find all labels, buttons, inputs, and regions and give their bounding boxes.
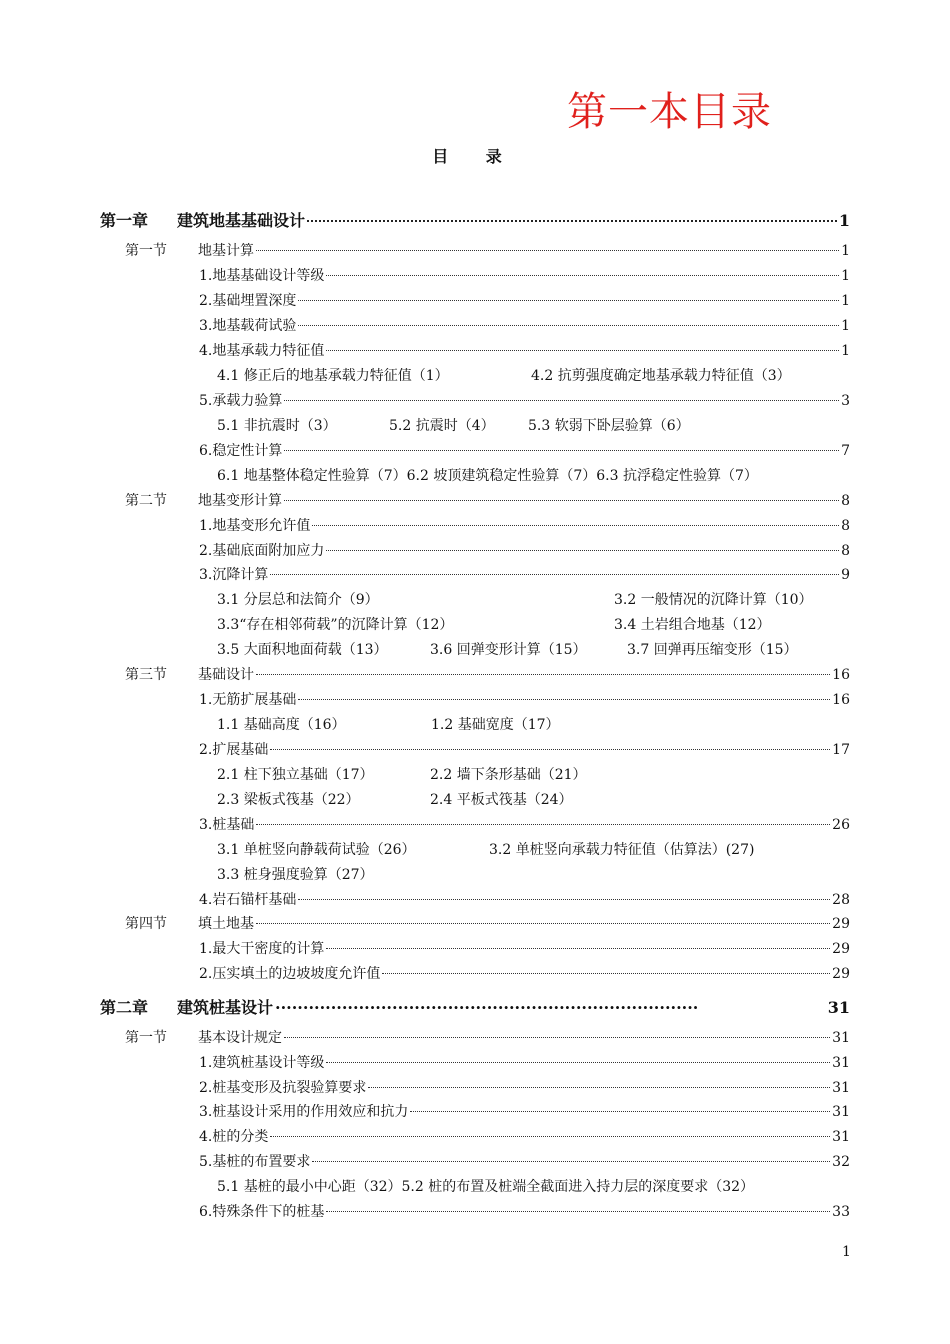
dot-leader [270, 749, 830, 750]
page-ref: 33 [832, 1204, 850, 1220]
toc-item[interactable] [199, 342, 850, 360]
chapter-title: 建筑桩基设计 [177, 998, 274, 1017]
chapter-label: 第一章 [100, 211, 149, 230]
page-ref: 1 [841, 343, 850, 359]
chapter-label: 第二章 [100, 998, 149, 1017]
dot-leader [256, 824, 830, 825]
toc-item[interactable] [199, 1203, 850, 1221]
section-title: 基本设计规定 [198, 1030, 282, 1046]
chapter-row[interactable] [100, 997, 850, 1019]
toc-item[interactable] [199, 1153, 850, 1171]
page-ref: 8 [841, 493, 850, 509]
page-ref: 9 [841, 567, 850, 583]
dot-leader [298, 300, 839, 301]
page-ref: 29 [832, 916, 850, 932]
toc-heading: 目 录 [432, 147, 518, 166]
dot-leader [382, 973, 830, 974]
page-ref: 29 [832, 941, 850, 957]
toc-item[interactable] [199, 292, 850, 310]
page-ref: 31 [832, 1104, 850, 1120]
page-ref: 8 [841, 518, 850, 534]
page-ref: 1 [838, 211, 850, 230]
section-title: 填土地基 [198, 916, 254, 932]
page-ref: 1 [841, 268, 850, 284]
toc-item[interactable] [199, 517, 850, 535]
toc-item[interactable] [199, 267, 850, 285]
dot-leader [284, 400, 839, 401]
subitem[interactable]: 6.1 地基整体稳定性验算（7）6.2 坡顶建筑稳定性验算（7）6.3 抗浮稳定性验算（7） [217, 468, 758, 484]
dot-leader [284, 500, 839, 501]
item-title: 2.扩展基础 [199, 742, 269, 758]
dot-leader [270, 1136, 830, 1137]
subitem[interactable]: 3.2 单桩竖向承载力特征值（估算法）(27) [489, 842, 755, 858]
section-title: 基础设计 [198, 667, 254, 683]
item-title: 2.压实填土的边坡坡度允许值 [199, 966, 381, 982]
toc-item[interactable] [199, 940, 850, 958]
subitem[interactable]: 2.2 墙下条形基础（21） [430, 767, 587, 783]
page-ref: 28 [832, 892, 850, 908]
toc-item[interactable] [199, 816, 850, 834]
dot-leader [326, 550, 839, 551]
subitem[interactable]: 3.2 一般情况的沉降计算（10） [614, 592, 813, 608]
item-title: 4.岩石锚杆基础 [199, 892, 297, 908]
dot-leader [326, 948, 830, 949]
toc-item[interactable] [199, 1103, 850, 1121]
subitem[interactable]: 3.3 桩身强度验算（27） [217, 867, 374, 883]
item-title: 1.无筋扩展基础 [199, 692, 297, 708]
item-title: 4.桩的分类 [199, 1129, 269, 1145]
dot-leader [326, 1062, 830, 1063]
subitem[interactable]: 2.3 梁板式筏基（22） [217, 792, 360, 808]
dot-leader [312, 1161, 830, 1162]
section-label: 第一节 [125, 243, 167, 259]
page-ref: 16 [832, 692, 850, 708]
page-number: 1 [842, 1244, 851, 1260]
section-title: 地基变形计算 [198, 493, 282, 509]
subitem[interactable]: 3.1 分层总和法简介（9） [217, 592, 379, 608]
item-title: 1.地基基础设计等级 [199, 268, 325, 284]
dot-leader [307, 220, 837, 222]
subitem[interactable]: 5.3 软弱下卧层验算（6） [528, 418, 690, 434]
section-row[interactable] [125, 1029, 850, 1047]
chapter-row[interactable] [100, 210, 850, 232]
toc-item[interactable] [199, 891, 850, 909]
item-title: 5.承载力验算 [199, 393, 283, 409]
toc-item[interactable] [199, 317, 850, 335]
item-title: 3.桩基设计采用的作用效应和抗力 [199, 1104, 409, 1120]
subitem[interactable]: 2.1 柱下独立基础（17） [217, 767, 374, 783]
page-ref: 3 [841, 393, 850, 409]
page-ref: 31 [827, 998, 850, 1017]
dot-leader [256, 674, 830, 675]
item-title: 6.特殊条件下的桩基 [199, 1204, 325, 1220]
item-title: 3.桩基础 [199, 817, 255, 833]
dot-leader [298, 899, 830, 900]
dot-leader [270, 574, 839, 575]
dot-leader [368, 1087, 830, 1088]
page-ref: 8 [841, 543, 850, 559]
item-title: 2.基础底面附加应力 [199, 543, 325, 559]
page-ref: 31 [832, 1055, 850, 1071]
dot-leader: ············································································ [275, 998, 699, 1017]
subitem[interactable]: 5.1 非抗震时（3） [217, 418, 337, 434]
section-label: 第三节 [125, 667, 167, 683]
section-title: 地基计算 [198, 243, 254, 259]
subitem[interactable]: 3.1 单桩竖向静载荷试验（26） [217, 842, 416, 858]
toc-item[interactable] [199, 741, 850, 759]
subitem[interactable]: 3.7 回弹再压缩变形（15） [627, 642, 798, 658]
item-title: 3.沉降计算 [199, 567, 269, 583]
page-ref: 29 [832, 966, 850, 982]
toc-item[interactable] [199, 1128, 850, 1146]
toc-item[interactable] [199, 566, 850, 584]
subitem[interactable]: 3.4 土岩组合地基（12） [614, 617, 771, 633]
subitem[interactable]: 3.5 大面积地面荷载（13） [217, 642, 388, 658]
section-row[interactable] [125, 666, 850, 684]
subitem[interactable]: 4.2 抗剪强度确定地基承载力特征值（3） [531, 368, 791, 384]
subitem[interactable]: 3.3“存在相邻荷载”的沉降计算（12） [217, 617, 454, 633]
item-title: 2.桩基变形及抗裂验算要求 [199, 1080, 367, 1096]
subitem[interactable]: 3.6 回弹变形计算（15） [430, 642, 587, 658]
toc-item[interactable] [199, 691, 850, 709]
page-ref: 16 [832, 667, 850, 683]
item-title: 5.基桩的布置要求 [199, 1154, 311, 1170]
page-ref: 1 [841, 293, 850, 309]
toc-item[interactable] [199, 392, 850, 410]
document-title: 第一本目录 [567, 89, 772, 135]
item-title: 3.地基载荷试验 [199, 318, 297, 334]
toc-item[interactable] [199, 1054, 850, 1072]
subitem[interactable]: 2.4 平板式筏基（24） [430, 792, 573, 808]
subitem[interactable]: 5.1 基桩的最小中心距（32）5.2 桩的布置及桩端全截面进入持力层的深度要求（32） [217, 1179, 755, 1195]
dot-leader [326, 350, 839, 351]
section-label: 第一节 [125, 1030, 167, 1046]
page-ref: 31 [832, 1080, 850, 1096]
page-ref: 1 [841, 243, 850, 259]
page-ref: 1 [841, 318, 850, 334]
subitem[interactable]: 5.2 抗震时（4） [389, 418, 495, 434]
toc-item[interactable] [199, 1079, 850, 1097]
dot-leader [256, 923, 830, 924]
dot-leader [298, 325, 839, 326]
subitem[interactable]: 1.2 基础宽度（17） [431, 717, 560, 733]
toc-item[interactable] [199, 442, 850, 460]
section-row[interactable] [125, 242, 850, 260]
chapter-title: 建筑地基基础设计 [177, 211, 306, 230]
dot-leader [326, 275, 839, 276]
dot-leader [312, 525, 839, 526]
item-title: 6.稳定性计算 [199, 443, 283, 459]
page-ref: 32 [832, 1154, 850, 1170]
section-label: 第四节 [125, 916, 167, 932]
item-title: 2.基础埋置深度 [199, 293, 297, 309]
item-title: 1.建筑桩基设计等级 [199, 1055, 325, 1071]
dot-leader [284, 450, 839, 451]
section-row[interactable] [125, 915, 850, 933]
dot-leader [326, 1211, 830, 1212]
subitem[interactable]: 4.1 修正后的地基承载力特征值（1） [217, 368, 449, 384]
dot-leader [410, 1111, 830, 1112]
item-title: 1.地基变形允许值 [199, 518, 311, 534]
dot-leader [256, 250, 839, 251]
page-ref: 31 [832, 1030, 850, 1046]
dot-leader [284, 1037, 830, 1038]
subitem[interactable]: 1.1 基础高度（16） [217, 717, 346, 733]
item-title: 1.最大干密度的计算 [199, 941, 325, 957]
page-ref: 17 [832, 742, 850, 758]
toc-item[interactable] [199, 965, 850, 983]
section-row[interactable] [125, 492, 850, 510]
page-ref: 7 [841, 443, 850, 459]
page-ref: 26 [832, 817, 850, 833]
section-label: 第二节 [125, 493, 167, 509]
toc-item[interactable] [199, 542, 850, 560]
page-ref: 31 [832, 1129, 850, 1145]
item-title: 4.地基承载力特征值 [199, 343, 325, 359]
dot-leader [298, 699, 830, 700]
